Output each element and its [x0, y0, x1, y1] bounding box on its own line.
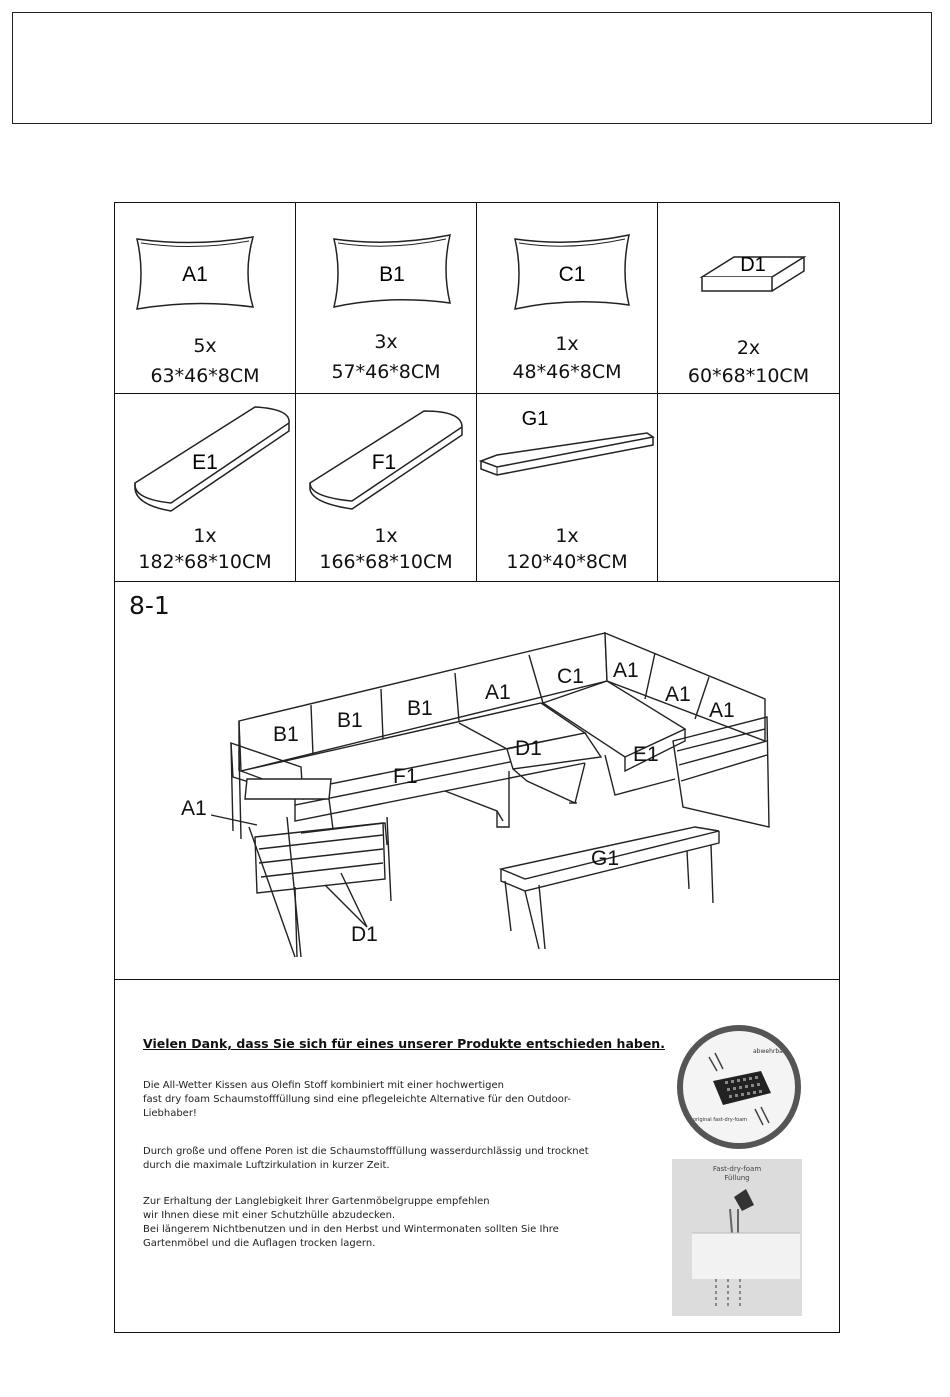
text-line: Liebhaber!	[143, 1108, 197, 1119]
text-line: Die All-Wetter Kissen aus Olefin Stoff kombiniert mit einer hochwertigen	[143, 1080, 505, 1091]
part-qty: 2x	[736, 337, 761, 359]
drawing-label: D1	[351, 923, 378, 946]
drawing-label: A1	[485, 681, 511, 704]
part-cell-a1	[115, 203, 296, 393]
drawing-label: A1	[665, 683, 691, 706]
part-qty: 1x	[374, 525, 398, 547]
text-line: Füllung	[724, 1174, 750, 1182]
info-paragraph-1	[143, 1079, 663, 1121]
drawing-label: B1	[337, 709, 363, 732]
text-line: Fast-dry-foam	[712, 1165, 762, 1173]
badge-text: original fast-dry-foam	[693, 1117, 748, 1123]
part-label: D1	[740, 254, 766, 276]
part-cell-d1	[658, 203, 839, 393]
text-line: fast dry foam Schaumstofffüllung sind eine pflegeleichte Alternative für den Outdoor-	[143, 1094, 571, 1105]
part-size: 63*46*8CM	[150, 365, 260, 387]
text-line: Zur Erhaltung der Langlebigkeit Ihrer Gartenmöbelgruppe empfehlen	[143, 1196, 490, 1207]
drawing-label: F1	[393, 765, 418, 788]
badge-text: abwehrbar	[753, 1048, 786, 1055]
drawing-label: E1	[633, 743, 659, 766]
text-line: Bei längerem Nichtbenutzen und in den Herbst und Wintermonaten sollten Sie Ihre	[143, 1224, 559, 1235]
info-section	[115, 979, 839, 1333]
part-size: 182*68*10CM	[138, 551, 272, 573]
photo-title	[672, 1165, 802, 1183]
part-size: 120*40*8CM	[506, 551, 628, 573]
foam-photo	[672, 1159, 802, 1316]
foam-badge-image	[677, 1025, 801, 1149]
part-cell-empty	[658, 393, 839, 581]
drawing-label: B1	[407, 697, 433, 720]
part-cell-e1	[115, 393, 296, 581]
foam-diagram-icon	[683, 1031, 795, 1143]
part-cell-f1	[296, 393, 477, 581]
part-label: A1	[182, 263, 208, 286]
instruction-sheet	[114, 202, 840, 1333]
text-line: durch die maximale Luftzirkulation in kurzer Zeit.	[143, 1160, 390, 1171]
info-paragraph-3	[143, 1195, 663, 1251]
part-label: E1	[192, 451, 218, 474]
part-size: 166*68*10CM	[319, 551, 453, 573]
part-size: 60*68*10CM	[687, 365, 810, 387]
drawing-label: A1	[709, 699, 735, 722]
info-title: Vielen Dank, dass Sie sich für eines unserer Produkte entschieden haben.	[143, 1036, 665, 1051]
drawing-label: D1	[515, 737, 542, 760]
drawing-label: A1	[613, 659, 639, 682]
part-label: G1	[521, 408, 549, 430]
part-cell-c1	[477, 203, 658, 393]
text-line: Durch große und offene Poren ist die Schaumstofffüllung wasserdurchlässig und trocknet	[143, 1146, 589, 1157]
info-paragraph-2	[143, 1145, 663, 1173]
text-line: Gartenmöbel und die Auflagen trocken lagern.	[143, 1238, 376, 1249]
header-box	[12, 12, 932, 124]
part-label: B1	[379, 263, 405, 286]
part-qty: 1x	[555, 525, 579, 547]
parts-row-2	[115, 393, 839, 582]
part-cell-b1	[296, 203, 477, 393]
part-label: C1	[558, 263, 586, 286]
drawing-label: A1	[181, 797, 207, 820]
drawing-label: G1	[591, 847, 620, 870]
part-qty: 3x	[374, 331, 398, 353]
step-number: 8-1	[129, 591, 170, 620]
part-label: F1	[371, 451, 397, 474]
parts-row-1	[115, 203, 839, 394]
sofa-illustration	[115, 581, 839, 979]
part-size: 48*46*8CM	[512, 361, 622, 383]
part-size: 57*46*8CM	[331, 361, 441, 383]
text-line: wir Ihnen diese mit einer Schutzhülle abzudecken.	[143, 1210, 396, 1221]
part-qty: 5x	[193, 335, 217, 357]
part-qty: 1x	[193, 525, 217, 547]
assembly-drawing	[115, 581, 839, 980]
drawing-label: C1	[557, 665, 584, 688]
drawing-label: B1	[273, 723, 299, 746]
part-cell-g1	[477, 393, 658, 581]
part-qty: 1x	[555, 333, 579, 355]
